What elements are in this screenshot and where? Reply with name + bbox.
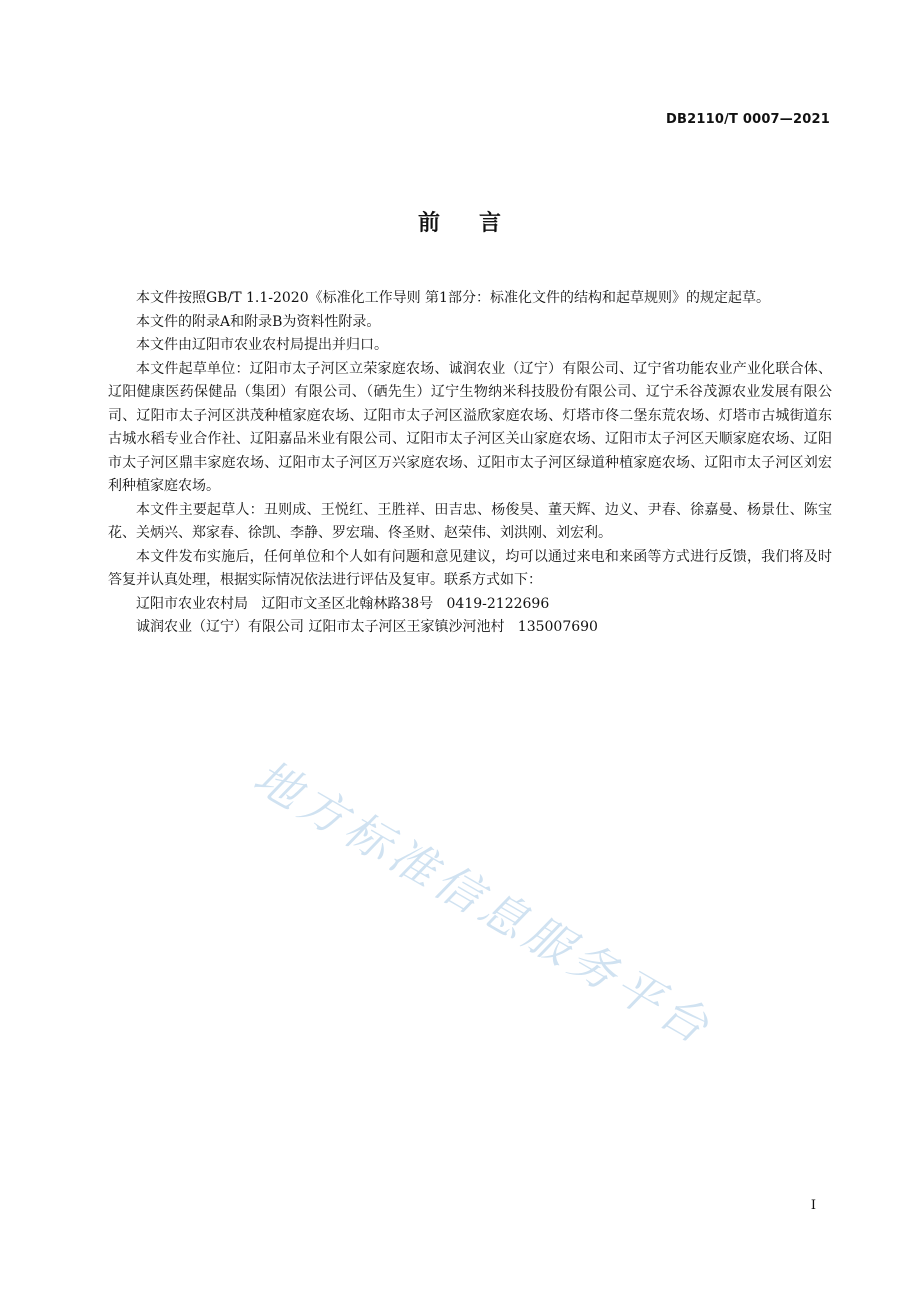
paragraph-standard-basis: 本文件按照GB/T 1.1-2020《标准化工作导则 第1部分：标准化文件的结构和起草规则》的规定起草。	[136, 290, 770, 306]
paragraph-appendix: 本文件的附录A和附录B为资料性附录。	[136, 313, 381, 330]
paragraph-drafting-units: 本文件起草单位：辽阳市太子河区立荣家庭农场、诚润农业（辽宁）有限公司、辽宁省功能农业产业化联合体、辽阳健康医药保健品（集团）有限公司、（硒先生）辽宁生物纳米科技股份有限公司、辽宁禾谷茂源农业发展有限公司、辽阳市太子河区洪茂种植家庭农场、辽阳市太子河区溢欣家庭农场、灯塔市佟二堡东荒农场、灯塔市古城街道东古城水稻专业合作社、辽阳嘉品米业有限公司、辽阳市太子河区关山家庭农场、辽阳市太子河区天顺家庭农场、辽阳市太子河区鼎丰家庭农场、辽阳市太子河区万兴家庭农场、辽阳市太子河区绿道种植家庭农场、辽阳市太子河区刘宏利种植家庭农场。	[108, 360, 832, 494]
paragraph-drafters: 本文件主要起草人：丑则成、王悦红、王胜祥、田吉忠、杨俊昊、董天辉、边义、尹春、徐嘉曼、杨景仕、陈宝花、关炳兴、郑家春、徐凯、李静、罗宏瑞、佟圣财、赵荣伟、刘洪刚、刘宏利。	[108, 501, 832, 541]
document-code: DB2110/T 0007—2021	[666, 112, 830, 127]
foreword-body	[108, 287, 832, 640]
title-char-2: 言	[479, 211, 503, 236]
page-number: I	[810, 1198, 816, 1213]
paragraph-feedback: 本文件发布实施后，任何单位和个人如有问题和意见建议，均可以通过来电和来函等方式进行反馈，我们将及时答复并认真处理，根据实际情况依法进行评估及复审。联系方式如下：	[108, 548, 832, 588]
contact-line-company: 诚润农业（辽宁）有限公司 辽阳市太子河区王家镇沙河池村 135007690	[136, 619, 598, 635]
page-title	[0, 206, 920, 237]
watermark-text: 地方标准信息服务平台	[244, 749, 723, 1056]
paragraph-proposer: 本文件由辽阳市农业农村局提出并归口。	[136, 337, 388, 353]
contact-line-bureau: 辽阳市农业农村局 辽阳市文圣区北翰林路38号 0419-2122696	[136, 595, 550, 612]
title-char-1: 前	[417, 211, 441, 236]
